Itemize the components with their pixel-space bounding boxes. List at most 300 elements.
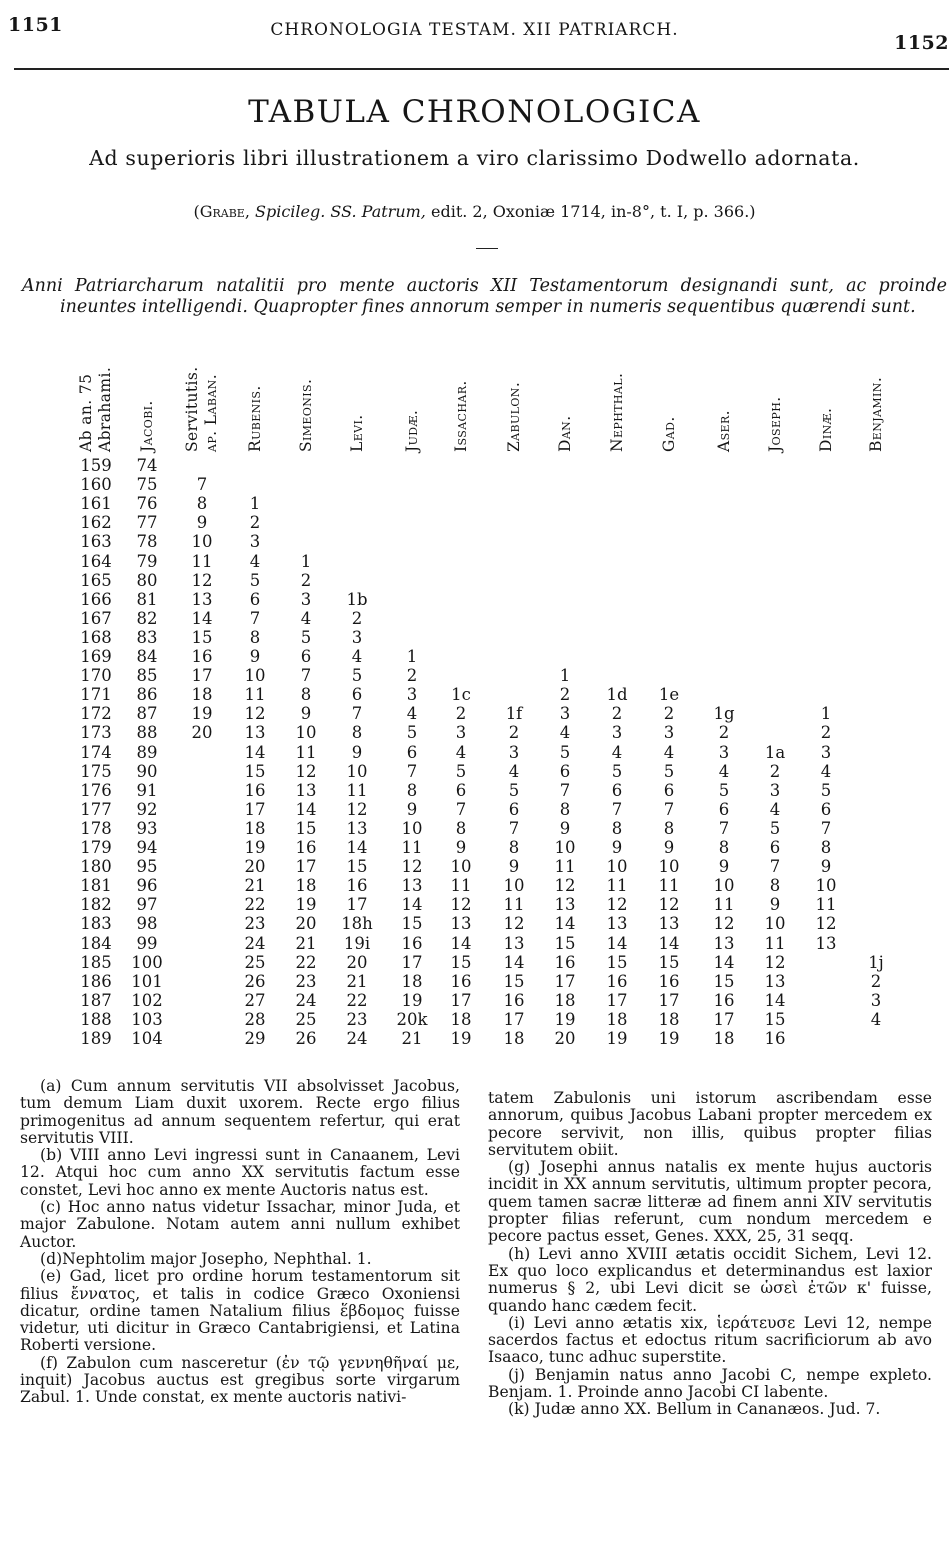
table-cell-judae: 1	[406, 647, 418, 666]
table-cell-aser: 11	[713, 895, 735, 915]
column-header-dinae	[817, 408, 836, 452]
citation: (Grabe, Spicileg. SS. Patrum, edit. 2, Oxoniæ 1714, in-8°, t. I, p. 366.)	[193, 202, 756, 221]
table-cell-simeonis: 25	[295, 1009, 317, 1029]
separator-dash	[476, 248, 498, 249]
table-cell-dan: 11	[554, 857, 576, 877]
table-cell-nephthal: 17	[606, 990, 628, 1010]
table-cell-jacobi: 104	[131, 1029, 163, 1048]
table-cell-joseph: 11	[764, 933, 786, 953]
table-cell-gad: 18	[658, 1009, 680, 1029]
table-cell-dan: 3	[559, 704, 571, 724]
table-cell-joseph: 1a	[764, 742, 786, 762]
column-header-servitutis	[183, 366, 221, 452]
table-cell-simeonis: 13	[295, 780, 317, 800]
table-cell-gad: 19	[658, 1029, 680, 1048]
table-cell-simeonis: 24	[295, 990, 317, 1010]
table-cell-zabulon: 2	[508, 723, 520, 743]
table-cell-rubenis: 26	[244, 971, 266, 991]
table-cell-jacobi: 87	[136, 704, 158, 724]
column-header-gad	[660, 416, 679, 452]
table-cell-abrahami: 161	[80, 494, 112, 514]
column-header-nephthal	[608, 373, 627, 452]
table-cell-dan: 4	[559, 723, 571, 743]
table-cell-nephthal: 2	[611, 704, 623, 724]
table-cell-servitutis: 8	[196, 494, 208, 514]
column-header-line: Dinæ.	[816, 407, 835, 452]
table-cell-abrahami: 160	[80, 475, 112, 495]
table-cell-dan: 12	[554, 876, 576, 896]
table-cell-simeonis: 21	[295, 933, 317, 953]
footnote: (i) Levi anno ætatis xix, ἱεράτευσε Levi 12, nempe sacerdos factus et edoctus ritum sacrificiorum ab avo Isaaco, tunc adhuc superstite.	[488, 1313, 932, 1367]
table-cell-simeonis: 8	[300, 685, 312, 705]
column-header-line: Joseph.	[765, 396, 784, 452]
column-header-abrahami	[77, 367, 115, 452]
table-cell-dinae: 7	[820, 818, 832, 838]
table-cell-rubenis: 15	[244, 761, 266, 781]
table-cell-gad: 4	[663, 742, 675, 762]
table-cell-judae: 14	[401, 895, 423, 915]
table-cell-joseph: 14	[764, 990, 786, 1010]
table-cell-nephthal: 13	[606, 914, 628, 934]
table-cell-zabulon: 12	[503, 914, 525, 934]
table-cell-abrahami: 173	[80, 723, 112, 743]
table-cell-zabulon: 13	[503, 933, 525, 953]
table-cell-benjamin: 4	[870, 1009, 882, 1029]
table-cell-levi: 6	[351, 685, 363, 705]
table-cell-simeonis: 3	[300, 589, 312, 609]
table-cell-dan: 18	[554, 990, 576, 1010]
column-header-line: Jacobi.	[137, 400, 156, 452]
table-cell-rubenis: 21	[244, 876, 266, 896]
table-cell-servitutis: 16	[191, 647, 213, 666]
table-cell-dinae: 4	[820, 761, 832, 781]
table-cell-nephthal: 14	[606, 933, 628, 953]
table-cell-aser: 10	[713, 876, 735, 896]
table-cell-jacobi: 75	[136, 475, 158, 495]
footnote: (b) VIII anno Levi ingressi sunt in Canaanem, Levi 12. Atqui hoc cum anno XX servitutis factum esse constet, Levi hoc anno ex mente Auctoris natus est.	[20, 1146, 460, 1199]
table-cell-jacobi: 92	[136, 799, 158, 819]
table-cell-servitutis: 17	[191, 666, 213, 686]
table-cell-aser: 9	[718, 857, 730, 877]
table-cell-rubenis: 12	[244, 704, 266, 724]
table-cell-rubenis: 9	[249, 647, 261, 666]
table-cell-dan: 2	[559, 685, 571, 705]
table-cell-nephthal: 5	[611, 761, 623, 781]
table-cell-abrahami: 189	[80, 1029, 112, 1048]
table-cell-dinae: 5	[820, 780, 832, 800]
table-cell-abrahami: 187	[80, 990, 112, 1010]
table-cell-dan: 1	[559, 666, 571, 686]
table-cell-servitutis: 20	[191, 723, 213, 743]
table-cell-abrahami: 176	[80, 780, 112, 800]
table-cell-abrahami: 174	[80, 742, 112, 762]
table-cell-abrahami: 172	[80, 704, 112, 724]
table-cell-zabulon: 18	[503, 1029, 525, 1048]
table-cell-nephthal: 8	[611, 818, 623, 838]
table-cell-dan: 6	[559, 761, 571, 781]
footnote: (k) Judæ anno XX. Bellum in Cananæos. Jud. 7.	[508, 1400, 881, 1419]
table-cell-levi: 24	[346, 1029, 368, 1048]
table-cell-dan: 17	[554, 971, 576, 991]
table-cell-aser: 2	[718, 723, 730, 743]
intro-line-2: ineuntes intelligendi. Quapropter fines annorum semper in numeris sequentibus quærendi sunt.	[60, 297, 916, 317]
table-cell-abrahami: 162	[80, 513, 112, 533]
table-cell-gad: 5	[663, 761, 675, 781]
table-cell-levi: 9	[351, 742, 363, 762]
table-cell-simeonis: 6	[300, 647, 312, 666]
table-cell-levi: 7	[351, 704, 363, 724]
column-header-line: Zabulon.	[504, 381, 523, 452]
table-cell-jacobi: 96	[136, 876, 158, 896]
table-cell-jacobi: 85	[136, 666, 158, 686]
table-cell-simeonis: 22	[295, 952, 317, 972]
table-cell-nephthal: 15	[606, 952, 628, 972]
table-cell-judae: 21	[401, 1029, 423, 1048]
table-cell-jacobi: 77	[136, 513, 158, 533]
table-cell-simeonis: 10	[295, 723, 317, 743]
table-cell-aser: 14	[713, 952, 735, 972]
table-cell-simeonis: 9	[300, 704, 312, 724]
table-cell-judae: 12	[401, 857, 423, 877]
table-cell-gad: 6	[663, 780, 675, 800]
table-cell-issachar: 12	[450, 895, 472, 915]
table-cell-joseph: 10	[764, 914, 786, 934]
table-cell-dan: 14	[554, 914, 576, 934]
table-cell-benjamin: 1j	[868, 952, 884, 972]
table-cell-joseph: 2	[769, 761, 781, 781]
table-cell-judae: 18	[401, 971, 423, 991]
table-cell-joseph: 16	[764, 1029, 786, 1048]
table-cell-levi: 13	[346, 818, 368, 838]
table-cell-gad: 11	[658, 876, 680, 896]
table-cell-servitutis: 9	[196, 513, 208, 533]
table-cell-gad: 10	[658, 857, 680, 877]
page-number-right: 1152	[894, 32, 949, 54]
table-cell-nephthal: 3	[611, 723, 623, 743]
column-header-line: Nephthal.	[607, 372, 626, 452]
table-cell-servitutis: 15	[191, 627, 213, 647]
table-cell-issachar: 18	[450, 1009, 472, 1029]
table-cell-issachar: 11	[450, 876, 472, 896]
table-cell-levi: 18h	[341, 914, 373, 934]
table-cell-issachar: 15	[450, 952, 472, 972]
table-cell-servitutis: 11	[191, 551, 213, 571]
footnote: (h) Levi anno XVIII ætatis occidit Sichem, Levi 12. Ex quo loco explicandus et determinandus est laxior numerus § 2, ubi Levi dicit se ὡσεὶ ἐτῶν κ' fuisse, quando hanc cædem fecit.	[488, 1244, 932, 1315]
header-rule	[14, 68, 949, 70]
column-header-line: Benjamin.	[866, 376, 885, 452]
table-cell-nephthal: 1d	[606, 685, 628, 705]
table-cell-abrahami: 188	[80, 1009, 112, 1029]
table-cell-aser: 4	[718, 761, 730, 781]
table-cell-rubenis: 3	[249, 532, 261, 552]
table-cell-rubenis: 22	[244, 895, 266, 915]
table-cell-rubenis: 4	[249, 551, 261, 571]
table-cell-gad: 9	[663, 838, 675, 857]
footnote: (g) Josephi annus natalis ex mente hujus auctoris incidit in XX annum servitutis, ultimum propter pecora, quem tamen sacræ litteræ ad finem anni XIV servitutis propter filias referunt, cum nondum mercedem e pecore pactus esset, Genes. XXX, 25, 31 seqq.	[488, 1158, 932, 1246]
column-header-line: Servitutis.	[183, 366, 201, 452]
table-cell-simeonis: 4	[300, 608, 312, 628]
table-cell-zabulon: 9	[508, 857, 520, 877]
column-header-levi	[348, 414, 367, 452]
table-cell-judae: 11	[401, 838, 423, 857]
table-cell-dan: 15	[554, 933, 576, 953]
table-cell-abrahami: 181	[80, 876, 112, 896]
table-cell-nephthal: 7	[611, 799, 623, 819]
footnote: (c) Hoc anno natus videtur Issachar, minor Juda, et major Zabulone. Notam autem anni nullum exhibet Auctor.	[20, 1198, 460, 1251]
table-cell-jacobi: 81	[136, 589, 158, 609]
table-cell-nephthal: 9	[611, 838, 623, 857]
table-cell-levi: 3	[351, 627, 363, 647]
table-cell-dan: 9	[559, 818, 571, 838]
table-cell-abrahami: 184	[80, 933, 112, 953]
table-cell-zabulon: 8	[508, 838, 520, 857]
table-cell-jacobi: 94	[136, 838, 158, 857]
column-header-line: Aser.	[714, 410, 733, 452]
table-cell-issachar: 7	[455, 799, 467, 819]
table-cell-aser: 5	[718, 780, 730, 800]
table-cell-joseph: 15	[764, 1009, 786, 1029]
table-cell-levi: 14	[346, 838, 368, 857]
table-cell-jacobi: 95	[136, 857, 158, 877]
footnotes-left-column	[20, 1078, 460, 1407]
table-cell-rubenis: 6	[249, 589, 261, 609]
table-cell-jacobi: 101	[131, 971, 163, 991]
table-cell-dan: 8	[559, 799, 571, 819]
table-cell-jacobi: 76	[136, 494, 158, 514]
table-cell-jacobi: 80	[136, 570, 158, 590]
column-header-line: Issachar.	[451, 380, 470, 452]
table-cell-simeonis: 26	[295, 1029, 317, 1048]
table-cell-abrahami: 186	[80, 971, 112, 991]
table-cell-abrahami: 164	[80, 551, 112, 571]
table-cell-abrahami: 169	[80, 647, 112, 666]
table-cell-jacobi: 74	[136, 456, 158, 475]
table-cell-judae: 6	[406, 742, 418, 762]
table-cell-nephthal: 11	[606, 876, 628, 896]
column-header-line: Abrahami.	[96, 366, 114, 452]
table-cell-jacobi: 89	[136, 742, 158, 762]
table-cell-issachar: 16	[450, 971, 472, 991]
table-cell-abrahami: 163	[80, 532, 112, 552]
table-cell-abrahami: 159	[80, 456, 112, 475]
column-header-line: ap. Laban.	[202, 373, 220, 452]
table-cell-zabulon: 4	[508, 761, 520, 781]
running-title: CHRONOLOGIA TESTAM. XII PATRIARCH.	[270, 20, 679, 40]
table-cell-joseph: 12	[764, 952, 786, 972]
table-cell-gad: 16	[658, 971, 680, 991]
table-cell-gad: 1e	[658, 685, 680, 705]
table-cell-issachar: 6	[455, 780, 467, 800]
column-header-joseph	[766, 396, 785, 452]
table-cell-zabulon: 16	[503, 990, 525, 1010]
table-cell-judae: 2	[406, 666, 418, 686]
table-cell-rubenis: 28	[244, 1009, 266, 1029]
table-cell-joseph: 6	[769, 838, 781, 857]
table-cell-abrahami: 165	[80, 570, 112, 590]
table-cell-rubenis: 18	[244, 818, 266, 838]
table-cell-rubenis: 24	[244, 933, 266, 953]
table-cell-jacobi: 102	[131, 990, 163, 1010]
table-cell-judae: 19	[401, 990, 423, 1010]
table-cell-issachar: 8	[455, 818, 467, 838]
table-cell-rubenis: 5	[249, 570, 261, 590]
table-cell-rubenis: 27	[244, 990, 266, 1010]
table-cell-levi: 12	[346, 799, 368, 819]
table-cell-jacobi: 90	[136, 761, 158, 781]
table-cell-aser: 7	[718, 818, 730, 838]
table-cell-dan: 20	[554, 1029, 576, 1048]
table-cell-aser: 6	[718, 799, 730, 819]
table-cell-rubenis: 23	[244, 914, 266, 934]
column-header-line: Gad.	[659, 416, 678, 452]
table-cell-levi: 8	[351, 723, 363, 743]
table-cell-levi: 20	[346, 952, 368, 972]
table-cell-gad: 12	[658, 895, 680, 915]
table-cell-zabulon: 7	[508, 818, 520, 838]
table-cell-simeonis: 17	[295, 857, 317, 877]
table-cell-simeonis: 19	[295, 895, 317, 915]
table-cell-dinae: 11	[815, 895, 837, 915]
table-cell-dinae: 10	[815, 876, 837, 896]
table-cell-abrahami: 170	[80, 666, 112, 686]
table-cell-dan: 16	[554, 952, 576, 972]
column-header-benjamin	[867, 377, 886, 452]
column-header-line: Judæ.	[402, 409, 421, 452]
table-cell-rubenis: 16	[244, 780, 266, 800]
table-cell-abrahami: 185	[80, 952, 112, 972]
table-cell-joseph: 13	[764, 971, 786, 991]
table-cell-jacobi: 84	[136, 647, 158, 666]
table-cell-abrahami: 177	[80, 799, 112, 819]
table-cell-simeonis: 16	[295, 838, 317, 857]
table-cell-issachar: 14	[450, 933, 472, 953]
table-cell-jacobi: 83	[136, 627, 158, 647]
table-cell-levi: 22	[346, 990, 368, 1010]
table-cell-aser: 18	[713, 1029, 735, 1048]
table-cell-rubenis: 20	[244, 857, 266, 877]
footnote: tatem Zabulonis uni istorum ascribendam esse annorum, quibus Jacobus Labani propter mercedem ex pecore servivit, non illis, quibus propter filias servitutem obiit.	[488, 1089, 932, 1159]
table-cell-simeonis: 11	[295, 742, 317, 762]
table-cell-judae: 7	[406, 761, 418, 781]
table-cell-gad: 8	[663, 818, 675, 838]
table-cell-gad: 13	[658, 914, 680, 934]
footnote: (j) Benjamin natus anno Jacobi C, nempe expleto. Benjam. 1. Proinde anno Jacobi CI labente.	[488, 1365, 932, 1402]
table-cell-levi: 11	[346, 780, 368, 800]
table-cell-dan: 19	[554, 1009, 576, 1029]
footnote: (f) Zabulon cum nasceretur (ἐν τῷ γεννηθῆναί με, inquit) Jacobus auctus est gregibus sorte virgarum Zabul. 1. Unde constat, ex mente auctoris nativi-	[20, 1353, 460, 1407]
table-cell-benjamin: 2	[870, 971, 882, 991]
table-cell-aser: 15	[713, 971, 735, 991]
table-cell-nephthal: 18	[606, 1009, 628, 1029]
table-cell-dinae: 8	[820, 838, 832, 857]
table-cell-rubenis: 7	[249, 608, 261, 628]
table-cell-dinae: 3	[820, 742, 832, 762]
table-cell-levi: 1b	[346, 589, 368, 609]
table-cell-aser: 12	[713, 914, 735, 934]
table-cell-rubenis: 11	[244, 685, 266, 705]
table-cell-simeonis: 20	[295, 914, 317, 934]
table-cell-rubenis: 14	[244, 742, 266, 762]
table-cell-issachar: 2	[455, 704, 467, 724]
table-cell-judae: 20k	[396, 1009, 428, 1029]
table-cell-simeonis: 5	[300, 627, 312, 647]
table-cell-dan: 5	[559, 742, 571, 762]
table-cell-joseph: 5	[769, 818, 781, 838]
table-cell-abrahami: 168	[80, 627, 112, 647]
table-cell-gad: 15	[658, 952, 680, 972]
table-cell-levi: 16	[346, 876, 368, 896]
column-header-jacobi	[138, 400, 157, 452]
footnote: (a) Cum annum servitutis VII absolvisset Jacobus, tum demum Liam duxit uxorem. Recte ergo filius primogenitus ad annum sequentem refertur, qui erat servitutis VIII.	[20, 1077, 460, 1147]
table-cell-zabulon: 6	[508, 799, 520, 819]
table-cell-levi: 2	[351, 608, 363, 628]
table-cell-abrahami: 183	[80, 914, 112, 934]
table-cell-gad: 2	[663, 704, 675, 724]
table-cell-jacobi: 97	[136, 895, 158, 915]
citation-work: Spicileg. SS. Patrum,	[255, 202, 426, 221]
table-cell-dinae: 1	[820, 704, 832, 724]
column-header-line: Dan.	[555, 415, 574, 452]
table-cell-zabulon: 1f	[505, 704, 523, 724]
table-cell-judae: 8	[406, 780, 418, 800]
table-cell-judae: 13	[401, 876, 423, 896]
column-header-dan	[556, 415, 575, 452]
column-header-line: Simeonis.	[296, 378, 315, 452]
table-cell-nephthal: 4	[611, 742, 623, 762]
table-cell-dan: 13	[554, 895, 576, 915]
table-cell-issachar: 10	[450, 857, 472, 877]
table-cell-gad: 17	[658, 990, 680, 1010]
table-cell-jacobi: 86	[136, 685, 158, 705]
table-cell-dinae: 9	[820, 857, 832, 877]
table-cell-servitutis: 18	[191, 685, 213, 705]
table-cell-abrahami: 179	[80, 838, 112, 857]
table-cell-dan: 10	[554, 838, 576, 857]
citation-rest: edit. 2, Oxoniæ 1714, in-8°, t. I, p. 366.)	[430, 202, 756, 221]
table-cell-judae: 15	[401, 914, 423, 934]
table-cell-zabulon: 3	[508, 742, 520, 762]
table-cell-levi: 19i	[343, 933, 371, 953]
table-cell-zabulon: 5	[508, 780, 520, 800]
footnotes-right-column	[488, 1090, 932, 1419]
table-cell-joseph: 3	[769, 780, 781, 800]
table-cell-issachar: 1c	[451, 685, 471, 705]
table-cell-judae: 4	[406, 704, 418, 724]
table-cell-aser: 17	[713, 1009, 735, 1029]
table-cell-zabulon: 15	[503, 971, 525, 991]
table-cell-rubenis: 25	[244, 952, 266, 972]
table-cell-simeonis: 2	[300, 570, 312, 590]
table-cell-simeonis: 12	[295, 761, 317, 781]
table-cell-judae: 9	[406, 799, 418, 819]
column-header-line: Levi.	[347, 414, 366, 452]
table-cell-jacobi: 103	[131, 1009, 163, 1029]
table-cell-levi: 21	[346, 971, 368, 991]
column-header-aser	[715, 410, 734, 452]
column-header-rubenis	[246, 385, 265, 452]
footnote: (e) Gad, licet pro ordine horum testamentorum sit filius ἔννατος, et talis in codice Græco Oxoniensi dicatur, ordine tamen Natalium filius ἕβδομος fuisse videtur, uti dicitur in Græco Cantabrigiensi, et Latina Roberti versione.	[20, 1267, 460, 1355]
table-cell-levi: 23	[346, 1009, 368, 1029]
table-cell-abrahami: 180	[80, 857, 112, 877]
table-cell-judae: 16	[401, 933, 423, 953]
table-cell-rubenis: 13	[244, 723, 266, 743]
intro-paragraph	[22, 276, 947, 318]
table-cell-issachar: 19	[450, 1029, 472, 1048]
table-cell-issachar: 3	[455, 723, 467, 743]
table-cell-rubenis: 19	[244, 838, 266, 857]
table-cell-zabulon: 11	[503, 895, 525, 915]
table-cell-aser: 3	[718, 742, 730, 762]
